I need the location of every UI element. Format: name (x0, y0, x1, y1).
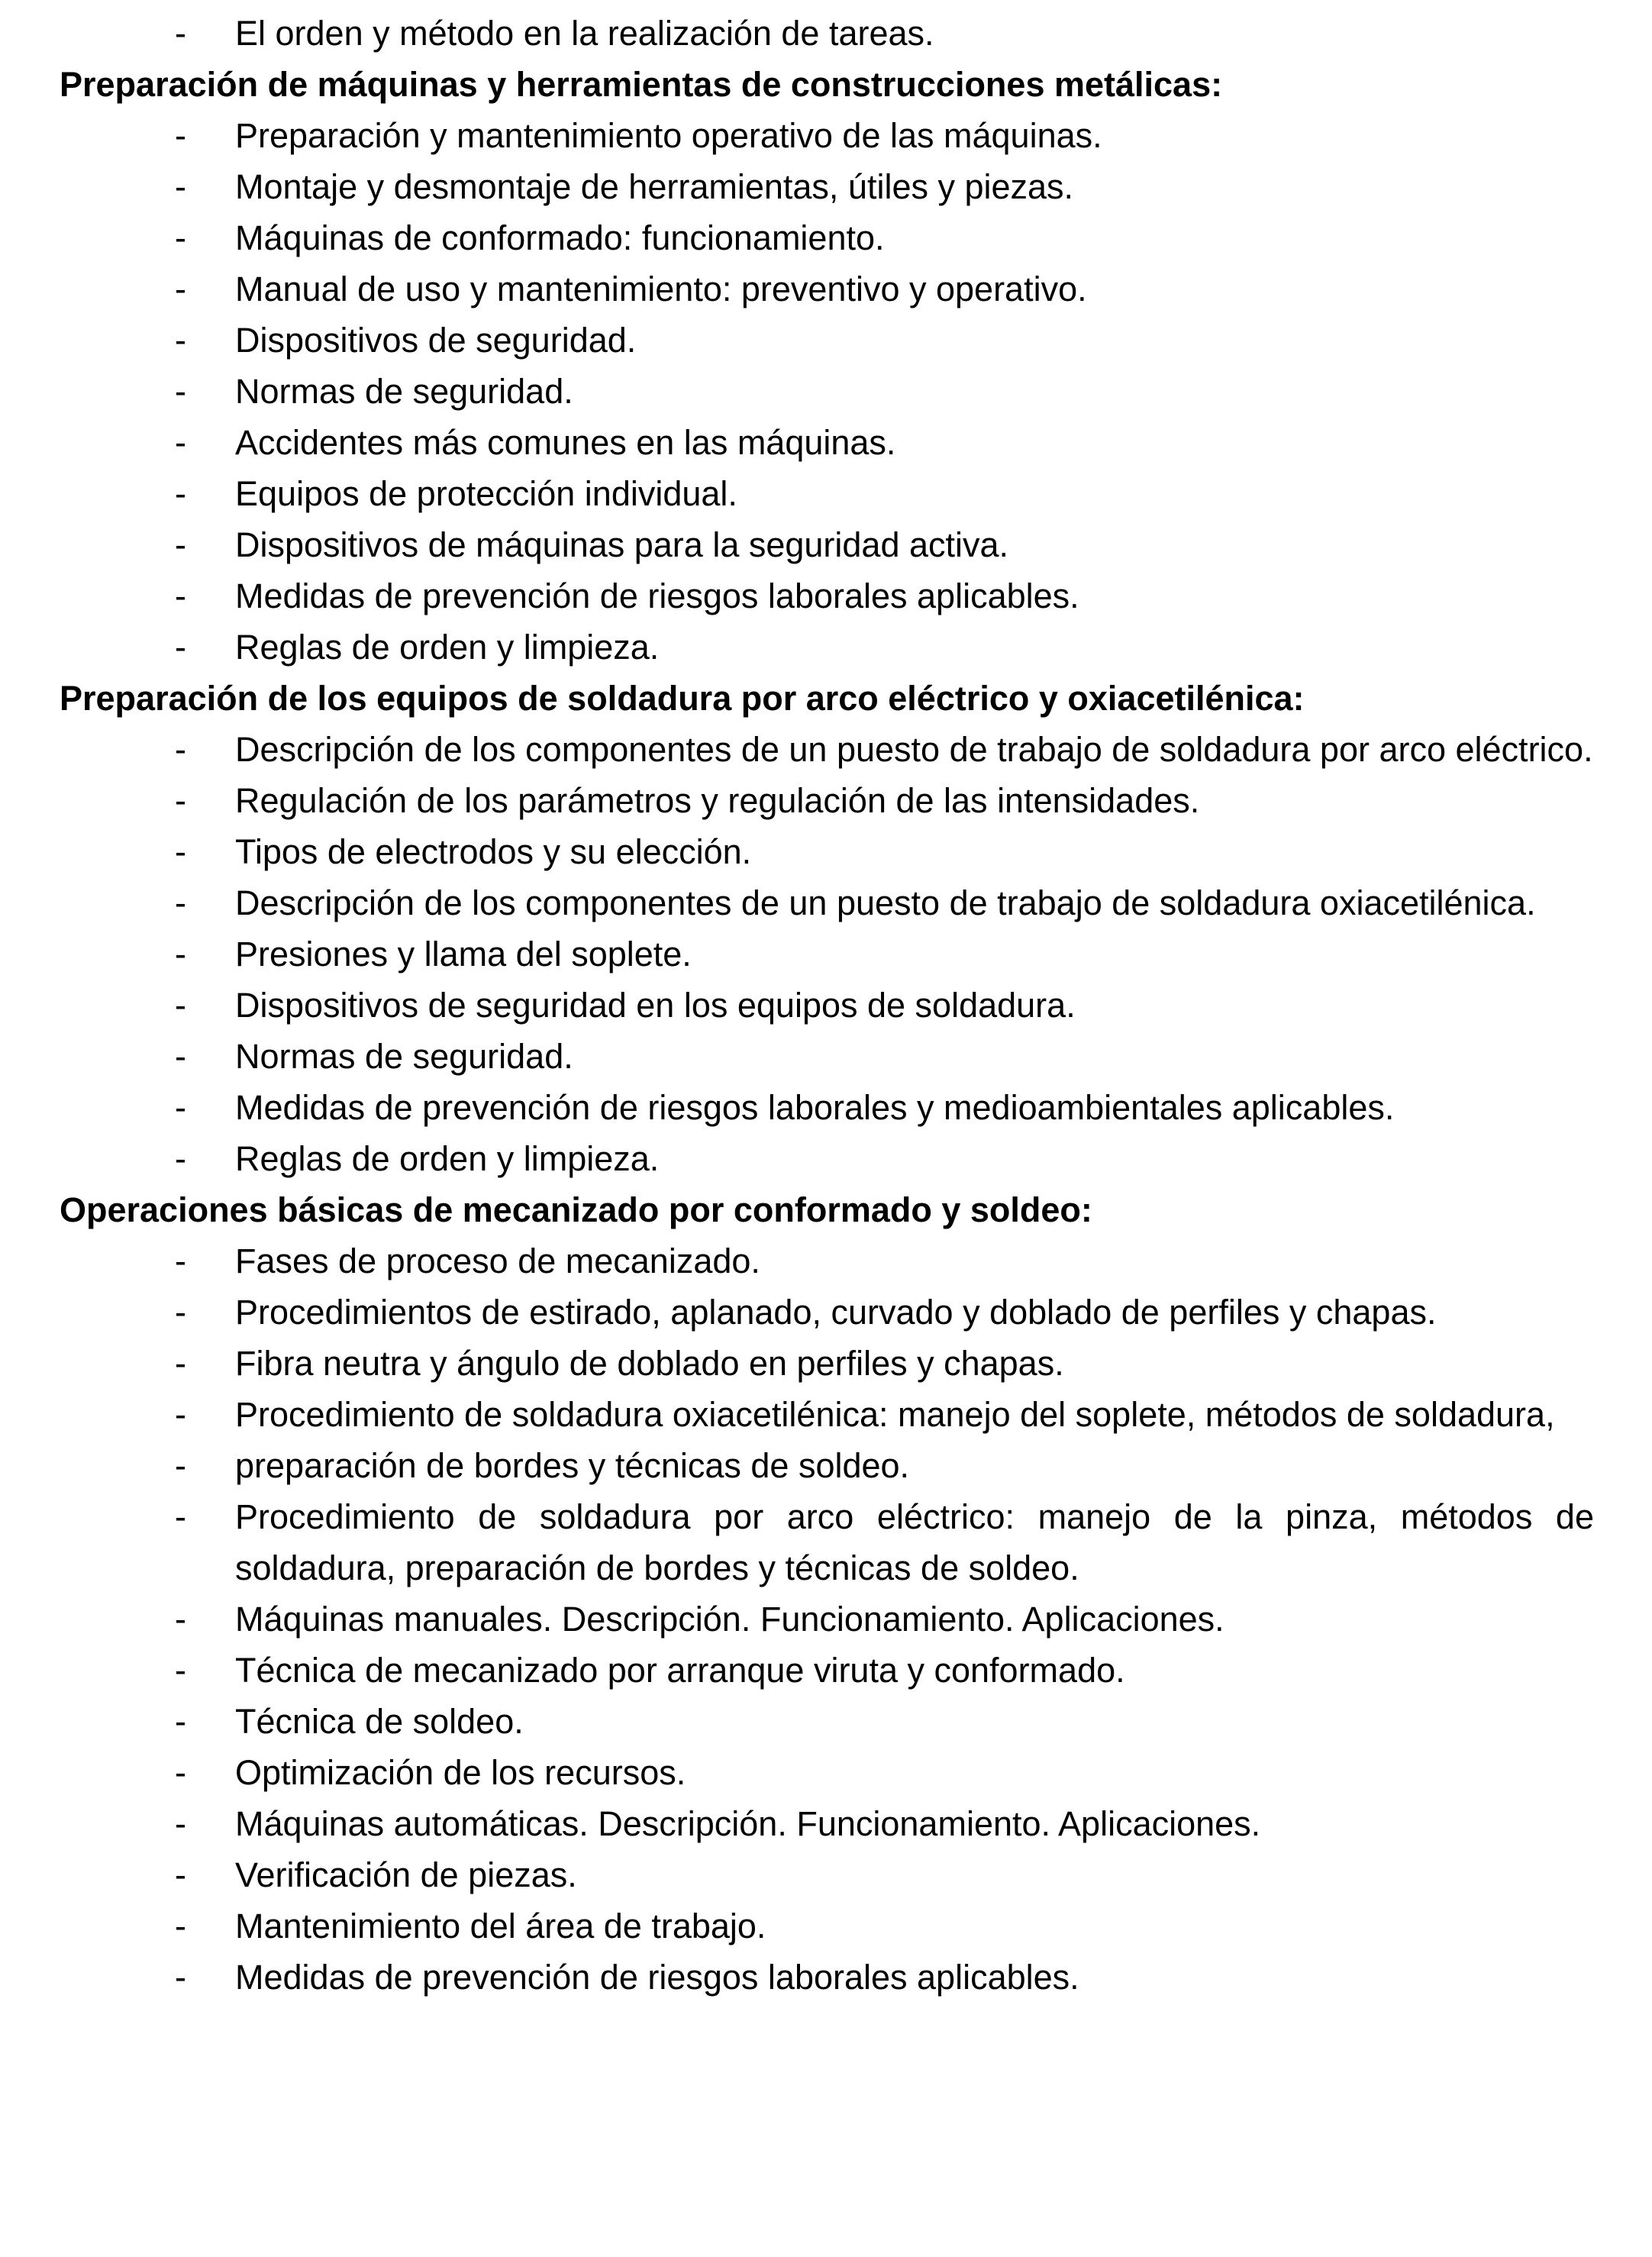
bullet-dash: - (175, 1395, 186, 1434)
bullet-text: Normas de seguridad. (235, 1037, 573, 1076)
bullet-item (60, 980, 1594, 1031)
bullet-dash: - (175, 116, 186, 155)
bullet-text: preparación de bordes y técnicas de soldeo. (235, 1446, 910, 1485)
bullet-text: Optimización de los recursos. (235, 1753, 686, 1792)
bullet-item (60, 519, 1594, 570)
bullet-item (60, 1338, 1594, 1389)
bullet-text: Accidentes más comunes en las máquinas. (235, 423, 896, 462)
bullet-dash: - (175, 1855, 186, 1894)
bullet-item (60, 1440, 1594, 1491)
bullet-item (60, 1031, 1594, 1082)
bullet-text: Presiones y llama del soplete. (235, 935, 692, 974)
bullet-item (60, 1082, 1594, 1133)
section-heading: Preparación de los equipos de soldadura por arco eléctrico y oxiacetilénica: (60, 679, 1305, 718)
bullet-text: Verificación de piezas. (235, 1855, 577, 1894)
section (60, 673, 1594, 1184)
bullet-dash: - (175, 1702, 186, 1741)
bullet-item (60, 1287, 1594, 1338)
bullet-text: Fibra neutra y ángulo de doblado en perfiles y chapas. (235, 1344, 1064, 1383)
section-heading: Operaciones básicas de mecanizado por conformado y soldeo: (60, 1190, 1092, 1229)
bullet-text: Equipos de protección individual. (235, 474, 737, 513)
bullet-item (60, 110, 1594, 161)
bullet-text: Regulación de los parámetros y regulación de las intensidades. (235, 781, 1200, 820)
bullet-item (60, 315, 1594, 366)
bullet-item (60, 263, 1594, 315)
bullet-text: Procedimientos de estirado, aplanado, curvado y doblado de perfiles y chapas. (235, 1293, 1437, 1332)
bullet-item (60, 1491, 1594, 1593)
bullet-dash: - (175, 935, 186, 974)
bullet-text: Preparación y mantenimiento operativo de las máquinas. (235, 116, 1102, 155)
bullet-dash: - (175, 628, 186, 667)
bullet-item (60, 1798, 1594, 1849)
bullet-text: Dispositivos de máquinas para la seguridad activa. (235, 525, 1009, 564)
bullet-item (60, 826, 1594, 877)
bullet-text: Fases de proceso de mecanizado. (235, 1242, 760, 1280)
bullet-dash: - (175, 1753, 186, 1792)
bullet-text: Descripción de los componentes de un puesto de trabajo de soldadura oxiacetilénica. (235, 883, 1536, 922)
bullet-dash: - (175, 1497, 186, 1536)
bullet-item (60, 1645, 1594, 1696)
bullet-text: Máquinas manuales. Descripción. Funcionamiento. Aplicaciones. (235, 1600, 1224, 1639)
bullet-text: El orden y método en la realización de tareas. (235, 14, 934, 53)
bullet-dash: - (175, 781, 186, 820)
bullet-text: Medidas de prevención de riesgos laborales aplicables. (235, 576, 1079, 615)
bullet-text: Dispositivos de seguridad. (235, 321, 637, 360)
bullet-item (60, 366, 1594, 417)
bullet-item (60, 8, 1594, 59)
bullet-dash: - (175, 423, 186, 462)
bullet-item (60, 724, 1594, 775)
bullet-item (60, 1952, 1594, 2003)
bullet-dash: - (175, 1344, 186, 1383)
bullet-text: Medidas de prevención de riesgos laborales y medioambientales aplicables. (235, 1088, 1395, 1127)
section (60, 59, 1594, 673)
bullet-text: Reglas de orden y limpieza. (235, 628, 660, 667)
bullet-dash: - (175, 986, 186, 1025)
bullet-text: Técnica de mecanizado por arranque viruta y conformado. (235, 1651, 1125, 1690)
bullet-dash: - (175, 525, 186, 564)
bullet-text: Mantenimiento del área de trabajo. (235, 1907, 766, 1945)
bullet-text: Máquinas de conformado: funcionamiento. (235, 218, 885, 257)
bullet-text: Medidas de prevención de riesgos laborales aplicables. (235, 1958, 1079, 1997)
bullet-text: Manual de uso y mantenimiento: preventivo y operativo. (235, 270, 1087, 308)
bullet-item (60, 1747, 1594, 1798)
section-heading: Preparación de máquinas y herramientas de construcciones metálicas: (60, 65, 1223, 104)
bullet-text: Procedimiento de soldadura por arco eléctrico: manejo de la pinza, métodos de soldadura, preparación de bordes y técnicas de soldeo. (235, 1497, 1594, 1587)
bullet-text: Máquinas automáticas. Descripción. Funcionamiento. Aplicaciones. (235, 1804, 1261, 1843)
bullet-dash: - (175, 1037, 186, 1076)
bullet-item (60, 1900, 1594, 1952)
bullet-text: Normas de seguridad. (235, 372, 573, 411)
bullet-text: Tipos de electrodos y su elección. (235, 832, 752, 871)
bullet-text: Montaje y desmontaje de herramientas, útiles y piezas. (235, 167, 1074, 206)
bullet-text: Dispositivos de seguridad en los equipos de soldadura. (235, 986, 1076, 1025)
bullet-dash: - (175, 1293, 186, 1332)
bullet-dash: - (175, 1088, 186, 1127)
bullet-dash: - (175, 1242, 186, 1280)
bullet-item (60, 161, 1594, 212)
bullet-dash: - (175, 832, 186, 871)
bullet-item (60, 1389, 1594, 1440)
bullet-item (60, 1849, 1594, 1900)
bullet-dash: - (175, 1446, 186, 1485)
bullet-item (60, 468, 1594, 519)
bullet-item (60, 877, 1594, 928)
section (60, 8, 1594, 59)
bullet-item (60, 622, 1594, 673)
bullet-item (60, 1235, 1594, 1287)
bullet-dash: - (175, 1958, 186, 1997)
bullet-item (60, 928, 1594, 980)
section (60, 1184, 1594, 2003)
bullet-dash: - (175, 1907, 186, 1945)
bullet-text: Procedimiento de soldadura oxiacetilénica: manejo del soplete, métodos de soldadura, (235, 1395, 1555, 1434)
bullet-dash: - (175, 1651, 186, 1690)
bullet-dash: - (175, 270, 186, 308)
bullet-item (60, 1593, 1594, 1645)
bullet-item (60, 1696, 1594, 1747)
bullet-dash: - (175, 1804, 186, 1843)
bullet-item (60, 417, 1594, 468)
bullet-item (60, 570, 1594, 622)
bullet-item (60, 212, 1594, 263)
bullet-dash: - (175, 218, 186, 257)
bullet-dash: - (175, 730, 186, 769)
bullet-dash: - (175, 321, 186, 360)
bullet-dash: - (175, 1600, 186, 1639)
bullet-item (60, 1133, 1594, 1184)
bullet-dash: - (175, 14, 186, 53)
bullet-text: Técnica de soldeo. (235, 1702, 524, 1741)
bullet-dash: - (175, 576, 186, 615)
bullet-dash: - (175, 883, 186, 922)
bullet-dash: - (175, 372, 186, 411)
bullet-item (60, 775, 1594, 826)
bullet-text: Reglas de orden y limpieza. (235, 1139, 660, 1178)
bullet-dash: - (175, 474, 186, 513)
bullet-dash: - (175, 1139, 186, 1178)
bullet-text: Descripción de los componentes de un puesto de trabajo de soldadura por arco eléctrico. (235, 730, 1593, 769)
bullet-dash: - (175, 167, 186, 206)
